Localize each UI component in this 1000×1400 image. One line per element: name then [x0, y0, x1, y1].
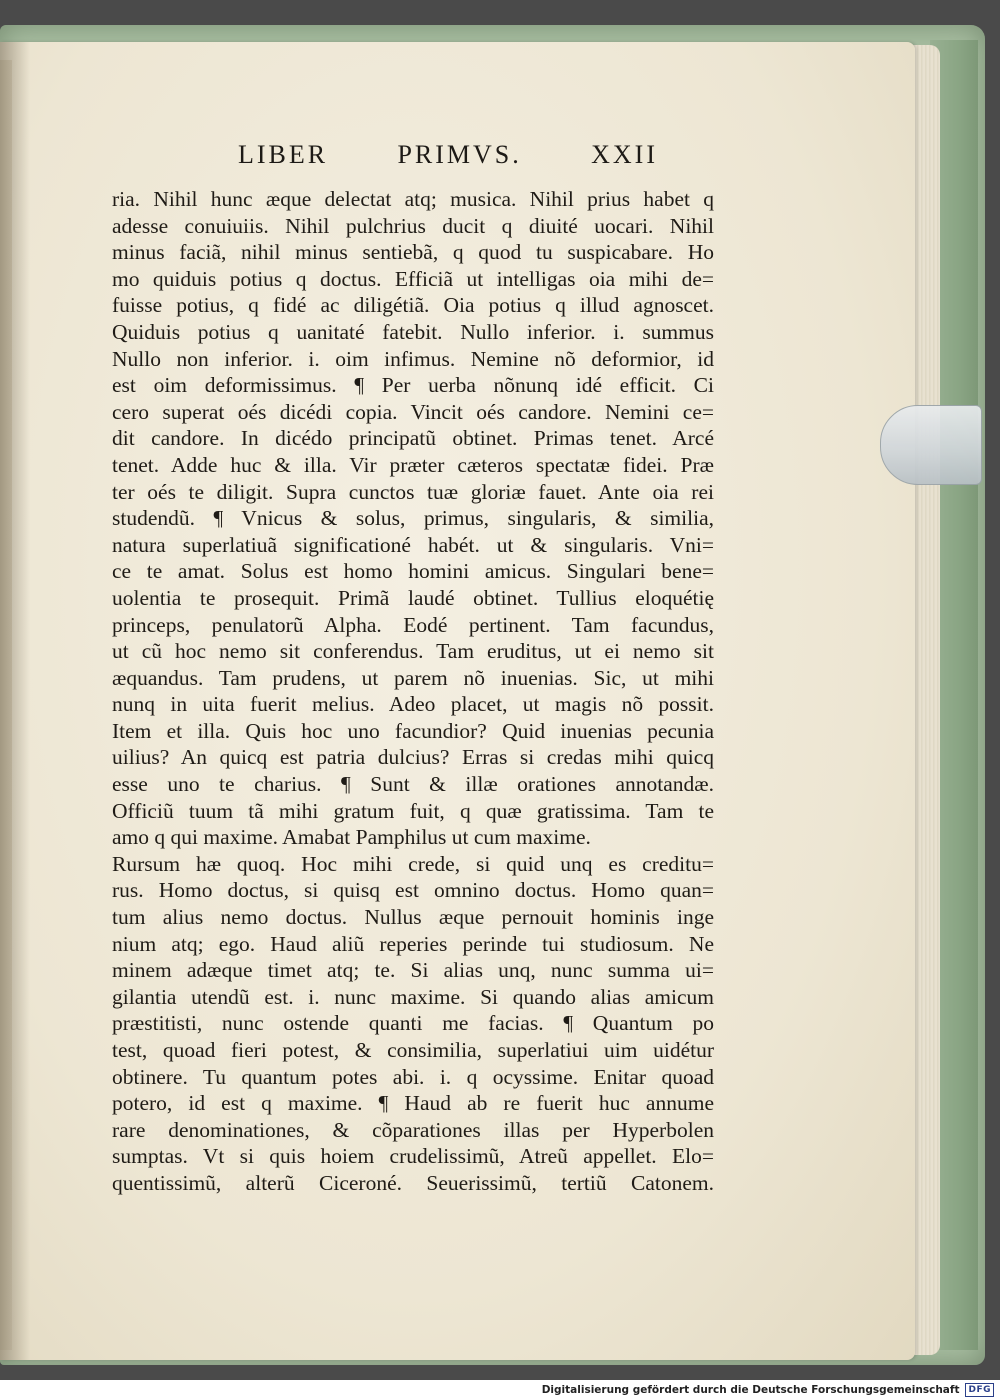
footer-credit: Digitalisierung gefördert durch die Deutsche Forschungsgemeinschaft	[541, 1384, 960, 1396]
text-line: uilius? An quicq est patria dulcius? Erras si credas mihi quicq	[112, 745, 714, 770]
text-line: sumptas. Vt si quis hoiem crudelissimũ, Atreũ appellet. Elo=	[112, 1144, 714, 1169]
text-line: potero, id est q maxime. ¶ Haud ab re fuerit huc annume	[112, 1091, 714, 1116]
digitization-footer	[0, 1380, 1000, 1400]
text-line: Item et illa. Quis hoc uno facundior? Quid inuenias pecunia	[112, 718, 714, 743]
text-line: fuisse potius, q fidé ac diligétiã. Oia potius q illud agnoscet.	[112, 293, 714, 318]
page-gutter-shadow	[0, 42, 30, 1360]
text-line: obtinere. Tu quantum potes abi. i. q ocyssime. Enitar quoad	[112, 1064, 714, 1089]
text-line: ria. Nihil hunc æque delectat atq; musica. Nihil prius habet q	[112, 187, 714, 211]
bookmark-tab	[880, 405, 982, 485]
text-line: dit candore. In dicédo principatũ obtinet. Primas tenet. Arcé	[112, 426, 714, 451]
text-line: æquandus. Tam prudens, ut parem nõ inuenias. Sic, ut mihi	[112, 665, 714, 690]
running-header	[238, 140, 658, 170]
text-line: ut cũ hoc nemo sit conferendus. Tam eruditus, ut ei nemo sit	[112, 639, 714, 664]
text-line: gilantia utendũ est. i. nunc maxime. Si quando alias amicum	[112, 984, 714, 1009]
text-line: uolentia te prosequit. Primã laudé obtinet. Tullius eloquétię	[112, 585, 714, 610]
text-line: mo quiduis potius q doctus. Efficiã ut intelligas oia mihi de=	[112, 266, 714, 291]
text-line: Nullo non inferior. i. oim infimus. Nemine nõ deformior, id	[112, 346, 714, 371]
text-line: rare denominationes, & cõparationes illas per Hyperbolen	[112, 1117, 714, 1142]
text-line: minem adæque timet atq; te. Si alias unq, nunc summa ui=	[112, 958, 714, 983]
header-center: PRIMVS.	[397, 140, 522, 169]
text-line: Officiũ tuum tã mihi gratum fuit, q quæ gratissima. Tam te	[112, 798, 714, 823]
text-line: natura superlatiuã significationé habét. ut & singularis. Vni=	[112, 532, 714, 557]
dfg-logo-icon: DFG	[965, 1383, 994, 1397]
text-line: præstitisti, nunc ostende quanti me facias. ¶ Quantum po	[112, 1011, 714, 1036]
text-line: tum alius nemo doctus. Nullus æque pernouit hominis inge	[112, 905, 714, 930]
text-line: rus. Homo doctus, si quisq est omnino doctus. Homo quan=	[112, 878, 714, 903]
text-line: ter oés te diligit. Supra cunctos tuæ gloriæ fauet. Ante oia rei	[112, 479, 714, 504]
header-folio: XXII	[591, 140, 658, 169]
text-line: est oim deformissimus. ¶ Per uerba nõnunq idé efficit. Ci	[112, 373, 714, 398]
text-line: ce te amat. Solus est homo homini amicus. Singulari bene=	[112, 559, 714, 584]
text-line: quentissimũ, alterũ Ciceroné. Seuerissimũ, tertiũ Catonem.	[112, 1170, 714, 1195]
text-line: Rursum hæ quoq. Hoc mihi crede, si quid unq es creditu=	[112, 851, 714, 876]
text-line: amo q qui maxime. Amabat Pamphilus ut cum maxime.	[112, 825, 591, 850]
text-line: esse uno te charius. ¶ Sunt & illæ orationes annotandæ.	[112, 772, 714, 797]
text-line: cero superat oés dicédi copia. Vincit oés candore. Nemini ce=	[112, 399, 714, 424]
header-left: LIBER	[238, 140, 329, 169]
text-line: princeps, penulatorũ Alpha. Eodé pertinent. Tam facundus,	[112, 612, 714, 637]
text-line: studendũ. ¶ Vnicus & solus, primus, singularis, & similia,	[112, 506, 714, 531]
text-line: adesse conuiuiis. Nihil pulchrius ducit q diuité uocari. Nihil	[112, 213, 714, 238]
text-line: minus faciã, nihil minus sentiebã, q quod tu suspicabare. Ho	[112, 240, 714, 265]
text-line: Quiduis potius q uanitaté fatebit. Nullo inferior. i. summus	[112, 319, 714, 344]
text-line: nium atq; ego. Haud aliũ reperies perinde tui studiosum. Ne	[112, 931, 714, 956]
text-line: test, quoad fieri potest, & consimilia, superlatiui uim uidétur	[112, 1038, 714, 1062]
text-line: tenet. Adde huc & illa. Vir præter cæteros spectatæ fidei. Præ	[112, 452, 714, 477]
body-text	[112, 186, 714, 1197]
text-line: nunq in uita fuerit melius. Adeo placet, ut magis nõ possit.	[112, 692, 714, 717]
